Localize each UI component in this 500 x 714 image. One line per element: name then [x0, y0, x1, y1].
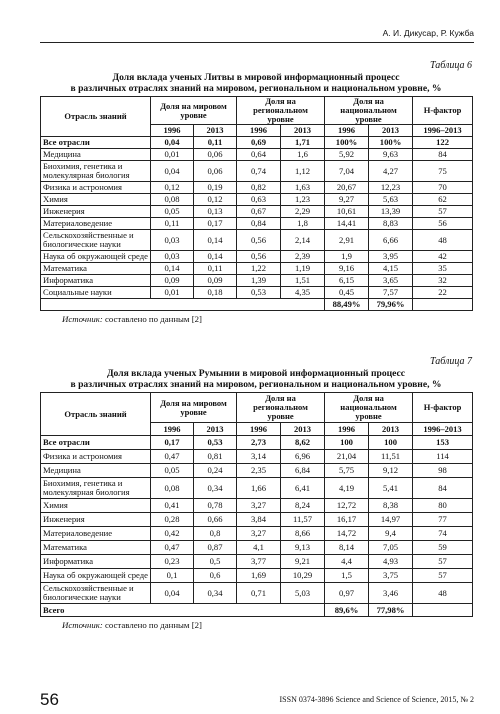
table-row	[41, 161, 473, 182]
header-year-2013: 2013	[369, 125, 413, 137]
value-cell: 48	[413, 230, 473, 251]
value-cell: 9,13	[281, 541, 325, 555]
value-cell: 5,63	[369, 194, 413, 206]
branch-name: Химия	[41, 194, 151, 206]
value-cell: 3,65	[369, 275, 413, 287]
value-cell: 5,92	[325, 149, 369, 161]
value-cell: 2,14	[281, 230, 325, 251]
table-row	[41, 583, 473, 604]
value-cell: 98	[413, 464, 473, 478]
value-cell: 0,01	[151, 287, 194, 299]
header-h-index: H-фактор	[413, 393, 473, 423]
table-row	[41, 478, 473, 499]
value-cell: 0,84	[237, 218, 281, 230]
table-row	[41, 569, 473, 583]
value-cell: 22	[413, 287, 473, 299]
value-cell: 11,57	[281, 513, 325, 527]
value-cell: 0,41	[151, 499, 194, 513]
value-cell: 11,51	[369, 450, 413, 464]
value-cell: 0,23	[151, 555, 194, 569]
value-cell: 6,96	[281, 450, 325, 464]
value-cell: 7,05	[369, 541, 413, 555]
value-cell: 4,1	[237, 541, 281, 555]
table-row	[41, 137, 473, 149]
value-cell: 0,34	[194, 583, 237, 604]
value-cell: 6,84	[281, 464, 325, 478]
value-cell: 100%	[369, 137, 413, 149]
branch-name: Сельскохозяйственные и биологические науки	[41, 583, 151, 604]
table-row	[41, 275, 473, 287]
source-text: составлено по данным [2]	[105, 620, 202, 630]
value-cell: 0,14	[194, 251, 237, 263]
value-cell: 74	[413, 527, 473, 541]
value-cell: 0,53	[194, 436, 237, 450]
value-cell: 10,61	[325, 206, 369, 218]
value-cell: 0,12	[194, 194, 237, 206]
value-cell: 0,11	[151, 218, 194, 230]
value-cell: 59	[413, 541, 473, 555]
value-cell: 0,13	[194, 206, 237, 218]
table-7-label: Таблица 7	[430, 356, 472, 367]
value-cell: 0,81	[194, 450, 237, 464]
table-row	[41, 263, 473, 275]
value-cell: 1,63	[281, 182, 325, 194]
value-cell: 0,97	[325, 583, 369, 604]
value-cell: 1,51	[281, 275, 325, 287]
branch-name: Медицина	[41, 149, 151, 161]
value-cell: 153	[413, 436, 473, 450]
value-cell: 0,53	[237, 287, 281, 299]
branch-name: Медицина	[41, 464, 151, 478]
value-cell: 1,9	[325, 251, 369, 263]
value-cell: 2,39	[281, 251, 325, 263]
value-cell: 5,41	[369, 478, 413, 499]
table-row	[41, 464, 473, 478]
value-cell: 0,34	[194, 478, 237, 499]
value-cell: 5,75	[325, 464, 369, 478]
table-row	[41, 251, 473, 263]
value-cell: 0,66	[194, 513, 237, 527]
header-year-2013: 2013	[194, 423, 237, 436]
value-cell: 48	[413, 583, 473, 604]
branch-name: Биохимия, генетика и молекулярная биология	[41, 161, 151, 182]
value-cell: 8,62	[281, 436, 325, 450]
value-cell: 0,71	[237, 583, 281, 604]
header-national-level: Доля на национальном уровне	[325, 393, 413, 423]
branch-name: Физика и астрономия	[41, 182, 151, 194]
value-cell: 0,5	[194, 555, 237, 569]
branch-name: Сельскохозяйственные и биологические науки	[41, 230, 151, 251]
value-cell: 0,47	[151, 450, 194, 464]
branch-name: Информатика	[41, 555, 151, 569]
value-cell: 70	[413, 182, 473, 194]
value-cell: 3,77	[237, 555, 281, 569]
value-cell: 4,4	[325, 555, 369, 569]
value-cell: 7,04	[325, 161, 369, 182]
value-cell: 1,39	[237, 275, 281, 287]
branch-name: Физика и астрономия	[41, 450, 151, 464]
value-cell: 0,03	[151, 251, 194, 263]
value-cell: 0,24	[194, 464, 237, 478]
value-cell: 6,66	[369, 230, 413, 251]
header-year-1996: 1996	[237, 423, 281, 436]
value-cell: 3,27	[237, 527, 281, 541]
total-empty-cell	[413, 299, 473, 311]
value-cell: 122	[413, 137, 473, 149]
value-cell: 9,21	[281, 555, 325, 569]
branch-name: Материаловедение	[41, 527, 151, 541]
journal-footer: ISSN 0374-3896 Science and Science of Science, 2015, № 2	[279, 695, 474, 704]
value-cell: 3,84	[237, 513, 281, 527]
value-cell: 3,27	[237, 499, 281, 513]
branch-name: Химия	[41, 499, 151, 513]
value-cell: 8,38	[369, 499, 413, 513]
value-cell: 0,42	[151, 527, 194, 541]
table-row	[41, 555, 473, 569]
branch-name: Наука об окружающей среде	[41, 251, 151, 263]
value-cell: 5,03	[281, 583, 325, 604]
value-cell: 0,1	[151, 569, 194, 583]
value-cell: 8,83	[369, 218, 413, 230]
value-cell: 0,87	[194, 541, 237, 555]
table-row	[41, 499, 473, 513]
total-national-2013: 77,98%	[369, 604, 413, 617]
value-cell: 0,78	[194, 499, 237, 513]
value-cell: 0,11	[194, 137, 237, 149]
header-h-index: H-фактор	[413, 97, 473, 125]
header-year-2013: 2013	[194, 125, 237, 137]
table-6-label: Таблица 6	[430, 60, 472, 71]
value-cell: 9,63	[369, 149, 413, 161]
value-cell: 14,41	[325, 218, 369, 230]
total-empty-cell	[413, 604, 473, 617]
value-cell: 3,95	[369, 251, 413, 263]
table-7-title-line-2: в различных отраслях знаний на мировом, региональном и национальном уровне, %	[70, 379, 442, 390]
value-cell: 3,14	[237, 450, 281, 464]
value-cell: 1,22	[237, 263, 281, 275]
value-cell: 16,17	[325, 513, 369, 527]
value-cell: 42	[413, 251, 473, 263]
value-cell: 20,67	[325, 182, 369, 194]
table-row	[41, 436, 473, 450]
value-cell: 14,72	[325, 527, 369, 541]
value-cell: 4,15	[369, 263, 413, 275]
value-cell: 0,19	[194, 182, 237, 194]
value-cell: 57	[413, 569, 473, 583]
total-label	[41, 299, 325, 311]
total-row	[41, 299, 473, 311]
branch-name: Математика	[41, 263, 151, 275]
header-year-1996: 1996	[325, 125, 369, 137]
value-cell: 9,16	[325, 263, 369, 275]
table-row	[41, 287, 473, 299]
table-6-source	[40, 314, 472, 324]
value-cell: 14,97	[369, 513, 413, 527]
value-cell: 4,27	[369, 161, 413, 182]
header-world-level: Доля на мировом уровне	[151, 393, 237, 423]
branch-name: Все отрасли	[41, 436, 151, 450]
value-cell: 0,06	[194, 161, 237, 182]
source-label: Источник:	[62, 620, 103, 630]
value-cell: 0,12	[151, 182, 194, 194]
value-cell: 8,24	[281, 499, 325, 513]
branch-name: Математика	[41, 541, 151, 555]
value-cell: 0,08	[151, 194, 194, 206]
branch-name: Наука об окружающей среде	[41, 569, 151, 583]
value-cell: 0,17	[194, 218, 237, 230]
value-cell: 1,19	[281, 263, 325, 275]
header-rule	[40, 42, 474, 43]
table-7-block	[40, 356, 472, 630]
header-year-2013: 2013	[281, 423, 325, 436]
value-cell: 100%	[325, 137, 369, 149]
value-cell: 0,14	[194, 230, 237, 251]
value-cell: 3,46	[369, 583, 413, 604]
value-cell: 8,14	[325, 541, 369, 555]
table-6-title-line-1: Доля вклада ученых Литвы в мировой информационный процесс	[112, 72, 400, 83]
value-cell: 9,12	[369, 464, 413, 478]
value-cell: 8,66	[281, 527, 325, 541]
value-cell: 0,64	[237, 149, 281, 161]
source-text: составлено по данным [2]	[105, 314, 202, 324]
value-cell: 1,6	[281, 149, 325, 161]
table-6-block	[40, 60, 472, 324]
value-cell: 0,04	[151, 137, 194, 149]
value-cell: 7,57	[369, 287, 413, 299]
header-regional-level: Доля на региональном уровне	[237, 393, 325, 423]
header-regional-level: Доля на региональном уровне	[237, 97, 325, 125]
value-cell: 57	[413, 555, 473, 569]
total-label: Всего	[41, 604, 325, 617]
total-row	[41, 604, 473, 617]
header-year-2013: 2013	[369, 423, 413, 436]
table-6-title-line-2: в различных отраслях знаний на мировом, региональном и национальном уровне, %	[70, 83, 442, 94]
value-cell: 2,29	[281, 206, 325, 218]
header-year-1996: 1996	[237, 125, 281, 137]
header-branch: Отрасль знаний	[41, 393, 151, 436]
value-cell: 57	[413, 206, 473, 218]
value-cell: 21,04	[325, 450, 369, 464]
branch-name: Материаловедение	[41, 218, 151, 230]
value-cell: 56	[413, 218, 473, 230]
total-national-1996: 88,49%	[325, 299, 369, 311]
value-cell: 0,05	[151, 206, 194, 218]
value-cell: 0,82	[237, 182, 281, 194]
value-cell: 114	[413, 450, 473, 464]
value-cell: 0,6	[194, 569, 237, 583]
value-cell: 0,08	[151, 478, 194, 499]
value-cell: 1,8	[281, 218, 325, 230]
value-cell: 62	[413, 194, 473, 206]
value-cell: 4,35	[281, 287, 325, 299]
table-row	[41, 149, 473, 161]
value-cell: 1,66	[237, 478, 281, 499]
table-7-title-line-1: Доля вклада ученых Румынии в мировой информационный процесс	[106, 368, 406, 379]
value-cell: 0,18	[194, 287, 237, 299]
value-cell: 6,41	[281, 478, 325, 499]
header-branch: Отрасль знаний	[41, 97, 151, 137]
value-cell: 0,74	[237, 161, 281, 182]
header-year-1996: 1996	[151, 125, 194, 137]
table-6	[40, 96, 473, 311]
value-cell: 0,69	[237, 137, 281, 149]
value-cell: 0,56	[237, 230, 281, 251]
value-cell: 2,91	[325, 230, 369, 251]
header-year-2013: 2013	[281, 125, 325, 137]
value-cell: 84	[413, 149, 473, 161]
value-cell: 12,72	[325, 499, 369, 513]
header-period: 1996–2013	[413, 125, 473, 137]
value-cell: 4,93	[369, 555, 413, 569]
value-cell: 0,04	[151, 161, 194, 182]
value-cell: 100	[369, 436, 413, 450]
value-cell: 0,05	[151, 464, 194, 478]
table-7	[40, 392, 473, 617]
value-cell: 2,35	[237, 464, 281, 478]
table-row	[41, 206, 473, 218]
value-cell: 0,28	[151, 513, 194, 527]
value-cell: 0,11	[194, 263, 237, 275]
value-cell: 80	[413, 499, 473, 513]
value-cell: 0,67	[237, 206, 281, 218]
running-head-authors: А. И. Дикусар, Р. Кужба	[382, 28, 474, 38]
branch-name: Инженерия	[41, 206, 151, 218]
table-7-source	[40, 620, 472, 630]
value-cell: 100	[325, 436, 369, 450]
value-cell: 1,23	[281, 194, 325, 206]
value-cell: 77	[413, 513, 473, 527]
value-cell: 35	[413, 263, 473, 275]
value-cell: 32	[413, 275, 473, 287]
value-cell: 0,47	[151, 541, 194, 555]
header-year-1996: 1996	[325, 423, 369, 436]
value-cell: 0,09	[194, 275, 237, 287]
page-number: 56	[40, 690, 59, 709]
value-cell: 0,8	[194, 527, 237, 541]
value-cell: 0,56	[237, 251, 281, 263]
value-cell: 1,71	[281, 137, 325, 149]
value-cell: 4,19	[325, 478, 369, 499]
branch-name: Все отрасли	[41, 137, 151, 149]
table-row	[41, 230, 473, 251]
total-national-2013: 79,96%	[369, 299, 413, 311]
value-cell: 1,12	[281, 161, 325, 182]
value-cell: 0,45	[325, 287, 369, 299]
value-cell: 2,73	[237, 436, 281, 450]
value-cell: 0,03	[151, 230, 194, 251]
branch-name: Социальные науки	[41, 287, 151, 299]
header-national-level: Доля на национальном уровне	[325, 97, 413, 125]
table-row	[41, 541, 473, 555]
table-row	[41, 194, 473, 206]
value-cell: 0,06	[194, 149, 237, 161]
value-cell: 6,15	[325, 275, 369, 287]
table-row	[41, 527, 473, 541]
value-cell: 0,01	[151, 149, 194, 161]
value-cell: 1,5	[325, 569, 369, 583]
table-row	[41, 513, 473, 527]
value-cell: 12,23	[369, 182, 413, 194]
branch-name: Инженерия	[41, 513, 151, 527]
table-row	[41, 182, 473, 194]
branch-name: Биохимия, генетика и молекулярная биология	[41, 478, 151, 499]
value-cell: 0,14	[151, 263, 194, 275]
value-cell: 10,29	[281, 569, 325, 583]
value-cell: 0,17	[151, 436, 194, 450]
value-cell: 0,09	[151, 275, 194, 287]
value-cell: 13,39	[369, 206, 413, 218]
table-row	[41, 218, 473, 230]
source-label: Источник:	[62, 314, 103, 324]
value-cell: 9,4	[369, 527, 413, 541]
value-cell: 1,69	[237, 569, 281, 583]
total-national-1996: 89,6%	[325, 604, 369, 617]
value-cell: 0,63	[237, 194, 281, 206]
table-row	[41, 450, 473, 464]
value-cell: 75	[413, 161, 473, 182]
value-cell: 0,04	[151, 583, 194, 604]
value-cell: 9,27	[325, 194, 369, 206]
header-year-1996: 1996	[151, 423, 194, 436]
header-period: 1996–2013	[413, 423, 473, 436]
branch-name: Информатика	[41, 275, 151, 287]
value-cell: 84	[413, 478, 473, 499]
header-world-level: Доля на мировом уровне	[151, 97, 237, 125]
value-cell: 3,75	[369, 569, 413, 583]
